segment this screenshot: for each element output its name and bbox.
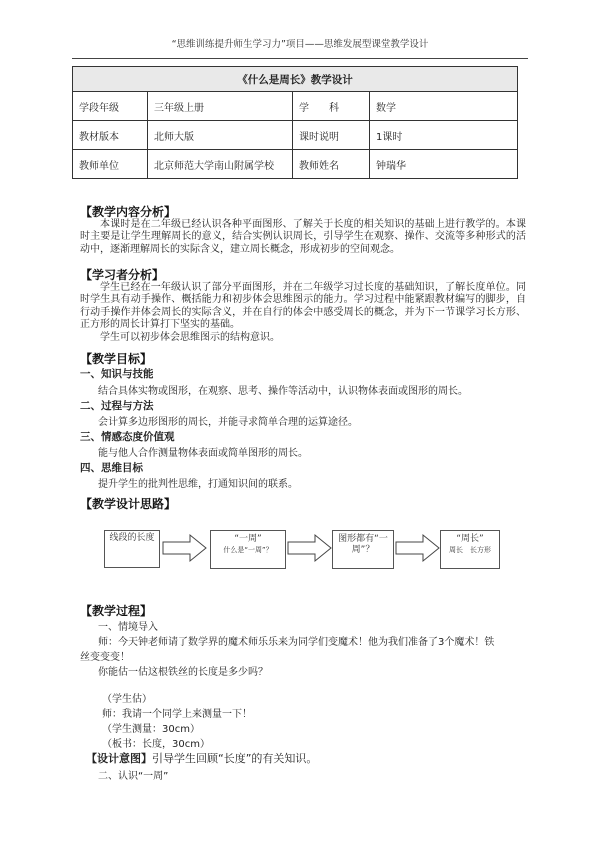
paragraph: 学生可以初步体会思维图示的结构意识。 — [100, 332, 280, 343]
flow-box-label: “一周” — [234, 534, 262, 544]
flow-box-sublabel: 什么是“一周”？ — [223, 546, 273, 554]
cell-value: 数学 — [370, 92, 518, 121]
process-text: 一、情境导入 — [98, 622, 158, 633]
table-row — [73, 92, 518, 121]
cell-value: 钟瑞华 — [370, 150, 518, 179]
flow-box-shapes — [332, 530, 394, 569]
flow-arrow-icon — [162, 533, 208, 563]
goal-heading: 三、情感态度价值观 — [80, 431, 175, 443]
cell-value: 北师大版 — [148, 121, 293, 150]
process-text: （学生估） — [102, 694, 152, 705]
section-title: 【教学内容分析】 — [80, 205, 177, 219]
header-rule — [72, 58, 528, 59]
cell-value: 三年级上册 — [148, 92, 293, 121]
design-intent-text: 引导学生回顾“长度”的有关知识。 — [152, 752, 318, 765]
info-table — [72, 66, 518, 179]
running-header: “思维训练提升师生学习力”项目——思维发展型课堂教学设计 — [171, 39, 429, 50]
goal-heading: 二、过程与方法 — [80, 400, 154, 412]
process-text: 师：我请一个同学上来测量一下！ — [102, 709, 252, 720]
goal-text: 结合具体实物或图形，在观察、思考、操作等活动中，认识物体表面或图形的周长。 — [98, 386, 468, 397]
cell-label: 教师姓名 — [293, 150, 370, 179]
cell-value: 1课时 — [370, 121, 518, 150]
goal-heading: 一、知识与技能 — [80, 368, 154, 380]
design-intent-label: 【设计意图】 — [86, 752, 152, 765]
flow-box-circuit — [210, 530, 286, 569]
section-title: 【学习者分析】 — [80, 268, 165, 282]
flow-box-perimeter — [440, 530, 500, 569]
flow-arrow-icon — [287, 533, 333, 563]
process-text: 二、认识“一周” — [98, 771, 169, 782]
flow-arrow-icon — [395, 533, 441, 563]
table-title: 《什么是周长》教学设计 — [73, 67, 518, 92]
section-title: 【教学目标】 — [80, 352, 153, 366]
section-title: 【教学过程】 — [80, 604, 153, 618]
flow-box-sublabel: 周长 长方形 — [449, 546, 491, 554]
cell-label: 教材版本 — [73, 121, 148, 150]
goal-text: 会计算多边形图形的周长，并能寻求简单合理的运算途径。 — [98, 417, 358, 428]
table-row — [73, 121, 518, 150]
flow-box-label: 图形都有“一周”？ — [338, 534, 388, 555]
goal-heading: 四、思维目标 — [80, 462, 143, 474]
cell-label: 课时说明 — [293, 121, 370, 150]
section-title: 【教学设计思路】 — [80, 497, 177, 511]
process-text: 师：今天钟老师请了数学界的魔术师乐乐来为同学们变魔术！他为我们准备了3个魔术！铁 — [98, 637, 495, 648]
cell-label: 学 科 — [293, 92, 370, 121]
paragraph: 学生已经在一年级认识了部分平面图形，并在二年级学习过长度的基础知识，了解长度单位。同时学生具有动手操作、概括能力和初步体会思维图示的能力。学习过程中能紧跟教材编写的脚步，自行动手操作并体会周长的实际含义，并在自行的体会中感受周长的概念，并为下一节课学习长方形、正方形的周长计算打下坚实的基础。 — [80, 282, 526, 331]
cell-label: 教师单位 — [73, 150, 148, 179]
goal-text: 能与他人合作测量物体表面或简单图形的周长。 — [98, 448, 308, 459]
process-text: （板书：长度，30cm） — [102, 739, 210, 750]
process-text: （学生测量：30cm） — [102, 724, 200, 735]
process-text: 丝变变变！ — [80, 652, 130, 663]
goal-text: 提升学生的批判性思维，打通知识间的联系。 — [98, 479, 298, 490]
cell-label: 学段年级 — [73, 92, 148, 121]
flow-box-length — [104, 530, 160, 568]
table-row — [73, 150, 518, 179]
design-intent — [86, 750, 317, 766]
flow-box-label: “周长” — [456, 534, 484, 544]
cell-value: 北京师范大学南山附属学校 — [148, 150, 293, 179]
process-text: 你能估一估这根铁丝的长度是多少吗？ — [98, 667, 268, 678]
paragraph: 本课时是在二年级已经认识各种平面图形、了解关于长度的相关知识的基础上进行教学的。本课时主要是让学生理解周长的意义，结合实例认识周长，引导学生在观察、操作、交流等多种形式的活动中，逐渐理解周长的实际含义，建立周长概念，形成初步的空间观念。 — [80, 219, 526, 255]
flow-box-label: 线段的长度 — [109, 533, 155, 543]
